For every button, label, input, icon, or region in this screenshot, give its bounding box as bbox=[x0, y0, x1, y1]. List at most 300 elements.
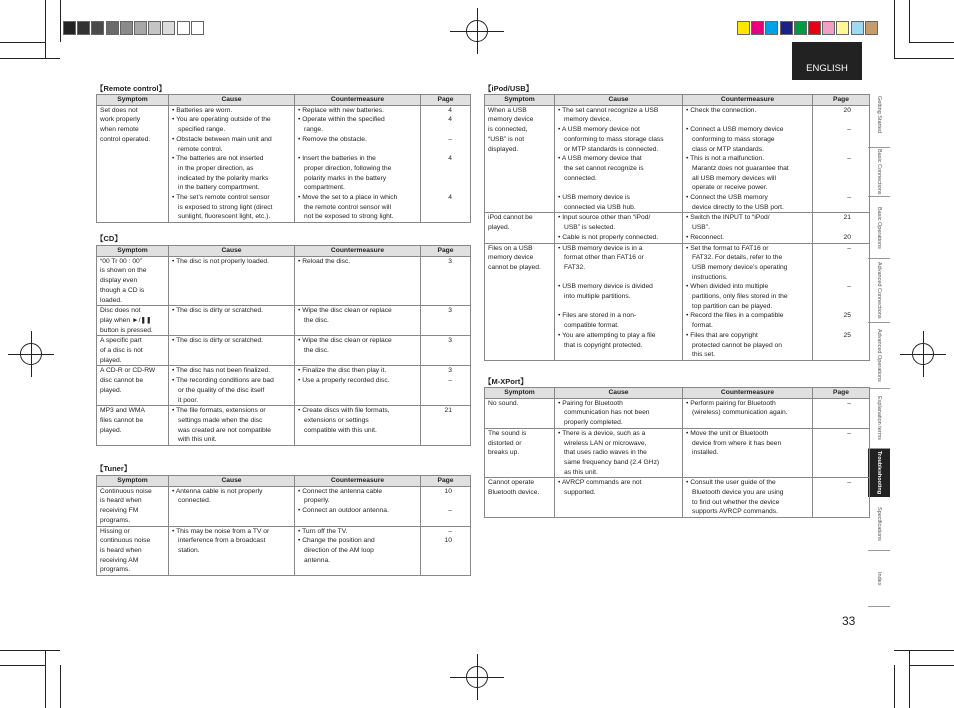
section-title-tuner: 【Tuner】 bbox=[96, 464, 132, 473]
cell-cause bbox=[555, 428, 683, 478]
symptom-line: play when ►/❚❚ bbox=[100, 316, 152, 324]
countermeasure-line: • Record the files in a compatible bbox=[686, 312, 784, 320]
page-line: 4 bbox=[448, 155, 452, 163]
page-number: 33 bbox=[842, 614, 856, 628]
countermeasure-line: USB”. bbox=[692, 224, 710, 232]
symptom-line: iPod cannot be bbox=[488, 214, 533, 222]
page-line bbox=[816, 273, 851, 283]
countermeasure-line: compartment. bbox=[304, 184, 345, 192]
cell-countermeasure bbox=[295, 306, 421, 336]
symptom-line: work properly bbox=[100, 116, 141, 124]
cause-line: specified range. bbox=[178, 126, 226, 134]
page-line: 25 bbox=[843, 331, 851, 339]
symptom-line: Set does not bbox=[100, 106, 138, 114]
countermeasure-line: the disc. bbox=[304, 316, 329, 324]
cause-line: in the battery compartment. bbox=[178, 184, 260, 192]
cell-cause bbox=[169, 256, 295, 306]
countermeasure-line: • Wipe the disc clean or replace bbox=[298, 337, 392, 345]
gray-swatch bbox=[134, 21, 147, 35]
countermeasure-line: • Move the set to a place in which bbox=[298, 194, 398, 202]
side-tab-label: Basic Connections bbox=[876, 149, 882, 195]
table-row bbox=[485, 398, 870, 428]
page-line: 4 bbox=[448, 106, 452, 114]
countermeasure-line: proper direction, following the bbox=[304, 164, 392, 172]
cell-symptom bbox=[485, 398, 555, 428]
table-row bbox=[97, 406, 471, 446]
cell-page bbox=[813, 243, 870, 360]
cell-page bbox=[421, 336, 471, 366]
cell-page bbox=[421, 306, 471, 336]
cause-line: • Batteries are worn. bbox=[172, 106, 233, 114]
page-line bbox=[816, 164, 851, 174]
countermeasure-line: protected cannot be played on bbox=[692, 341, 782, 349]
crop-mark bbox=[894, 58, 954, 59]
cell-countermeasure bbox=[683, 105, 813, 213]
page-line: 20 bbox=[843, 106, 851, 114]
header-symptom: Symptom bbox=[97, 95, 169, 106]
cause-line: supported. bbox=[564, 489, 596, 497]
header-countermeasure: Countermeasure bbox=[295, 95, 421, 106]
countermeasure-line: Marantz does not guarantee that bbox=[692, 164, 789, 172]
page-line: – bbox=[448, 527, 452, 535]
cell-countermeasure bbox=[683, 243, 813, 360]
side-tab-basic-operations[interactable] bbox=[868, 197, 890, 259]
crop-mark bbox=[477, 8, 478, 54]
countermeasure-line: • Connect the USB memory bbox=[686, 194, 768, 202]
cause-line: with this unit. bbox=[178, 436, 217, 444]
table-row bbox=[97, 306, 471, 336]
countermeasure-line: partitions, only files stored in the bbox=[692, 293, 788, 301]
crop-mark bbox=[0, 42, 45, 43]
page-line: – bbox=[847, 244, 851, 252]
side-tab-label: Advanced Connections bbox=[876, 262, 882, 319]
cell-countermeasure bbox=[295, 366, 421, 406]
countermeasure-line: • Replace with new batteries. bbox=[298, 106, 384, 114]
countermeasure-line: • Connect a USB memory device bbox=[686, 126, 784, 134]
cause-line: station. bbox=[178, 546, 200, 554]
countermeasure-line: • Create discs with file formats, bbox=[298, 407, 390, 415]
countermeasure-line: • Wipe the disc clean or replace bbox=[298, 307, 392, 315]
symptom-line: is connected, bbox=[488, 126, 528, 134]
cause-line: conforming to mass storage class bbox=[564, 135, 664, 143]
symptom-line: is heard when bbox=[100, 546, 142, 554]
side-tab-specifications[interactable] bbox=[868, 497, 890, 551]
table-row bbox=[97, 486, 471, 526]
cause-line bbox=[558, 350, 679, 360]
symptom-line: though a CD is bbox=[100, 286, 145, 294]
cause-line: • The batteries are not inserted bbox=[172, 155, 264, 163]
countermeasure-line: • Finalize the disc then play it. bbox=[298, 367, 387, 375]
cell-cause bbox=[555, 398, 683, 428]
symptom-line: breaks up. bbox=[488, 449, 520, 457]
page-line: 10 bbox=[444, 537, 452, 545]
countermeasure-line: polarity marks in the battery bbox=[304, 174, 387, 182]
language-tab: ENGLISH bbox=[792, 42, 862, 80]
countermeasure-line: • Reconnect. bbox=[686, 233, 725, 241]
cause-line: • The set’s remote control sensor bbox=[172, 194, 270, 202]
cell-cause bbox=[169, 366, 295, 406]
countermeasure-line: • Check the connection. bbox=[686, 106, 757, 114]
cause-line: • Antenna cable is not properly bbox=[172, 487, 263, 495]
header-cause: Cause bbox=[555, 95, 683, 106]
countermeasure-line: properly. bbox=[304, 497, 330, 505]
header-page: Page bbox=[813, 95, 870, 106]
cause-line: same frequency band (2.4 GHz) bbox=[564, 458, 660, 466]
countermeasure-line bbox=[686, 115, 809, 125]
crop-mark bbox=[894, 665, 895, 708]
cause-line: is exposed to strong light (direct bbox=[178, 203, 273, 211]
header-countermeasure: Countermeasure bbox=[683, 388, 813, 399]
crop-mark bbox=[31, 331, 32, 377]
page-line bbox=[816, 263, 851, 273]
cause-line: as this unit. bbox=[564, 468, 598, 476]
header-cause: Cause bbox=[555, 388, 683, 399]
cause-line: that is copyright protected. bbox=[564, 341, 643, 349]
color-swatch bbox=[865, 21, 878, 35]
symptom-line: memory device bbox=[488, 116, 534, 124]
countermeasure-line: supports AVRCP commands. bbox=[692, 508, 778, 516]
gray-swatch bbox=[63, 21, 76, 35]
header-symptom: Symptom bbox=[485, 388, 555, 399]
symptom-line: memory device bbox=[488, 254, 534, 262]
symptom-line: played. bbox=[100, 426, 122, 434]
header-symptom: Symptom bbox=[97, 476, 169, 487]
cell-cause bbox=[555, 478, 683, 518]
side-tab-getting-started[interactable] bbox=[868, 82, 890, 148]
table-row bbox=[97, 526, 471, 576]
page-line bbox=[424, 203, 452, 213]
side-tab-basic-connections[interactable] bbox=[868, 148, 890, 197]
countermeasure-line: • Switch the INPUT to “iPod/ bbox=[686, 214, 770, 222]
side-tab-label: Explanation terms bbox=[876, 396, 882, 441]
cause-line: interference from a broadcast bbox=[178, 537, 266, 545]
color-swatch bbox=[751, 21, 764, 35]
table-tuner bbox=[96, 475, 471, 576]
side-tab-label: Basic Operations bbox=[876, 206, 882, 249]
cell-symptom bbox=[485, 428, 555, 478]
cause-line: the set cannot recognize is bbox=[564, 164, 644, 172]
cell-page bbox=[813, 478, 870, 518]
page-line: – bbox=[847, 155, 851, 163]
countermeasure-line: format. bbox=[692, 322, 713, 330]
page-line: 3 bbox=[448, 307, 452, 315]
cell-symptom bbox=[485, 213, 555, 243]
page-line bbox=[424, 145, 452, 155]
cause-line: • A USB memory device that bbox=[558, 155, 642, 163]
page-line bbox=[816, 183, 851, 193]
crop-mark bbox=[909, 42, 954, 43]
crop-mark bbox=[477, 654, 478, 700]
cell-countermeasure bbox=[683, 398, 813, 428]
symptom-line: control operated. bbox=[100, 135, 151, 143]
table-row bbox=[485, 105, 870, 213]
countermeasure-line: • Change the position and bbox=[298, 537, 375, 545]
symptom-line: played. bbox=[100, 386, 122, 394]
crop-mark bbox=[909, 0, 910, 42]
cell-cause bbox=[555, 213, 683, 243]
side-tab-troubleshooting[interactable] bbox=[868, 449, 890, 497]
countermeasure-line: compatible with this unit. bbox=[304, 426, 377, 434]
cell-cause bbox=[555, 243, 683, 360]
symptom-line: played. bbox=[100, 356, 122, 364]
symptom-line: Files on a USB bbox=[488, 244, 533, 252]
gray-swatch bbox=[177, 21, 190, 35]
countermeasure-line: • Connect the antenna cable bbox=[298, 487, 383, 495]
countermeasure-line: • Move the unit or Bluetooth bbox=[686, 429, 769, 437]
cell-countermeasure bbox=[295, 336, 421, 366]
countermeasure-line: operate or receive power. bbox=[692, 184, 768, 192]
table-row bbox=[485, 428, 870, 478]
cause-line: or the quality of the disc itself bbox=[178, 386, 265, 394]
symptom-line: receiving FM bbox=[100, 507, 139, 515]
page-line: 3 bbox=[448, 367, 452, 375]
color-swatch bbox=[836, 21, 849, 35]
cell-countermeasure bbox=[683, 213, 813, 243]
countermeasure-line: • Set the format to FAT16 or bbox=[686, 244, 769, 252]
page-line bbox=[816, 115, 851, 125]
page-line: 20 bbox=[843, 233, 851, 241]
cause-line bbox=[558, 302, 679, 312]
cause-line: indicated by the polarity marks bbox=[178, 174, 269, 182]
header-cause: Cause bbox=[169, 246, 295, 257]
cause-line: was created are not compatible bbox=[178, 426, 271, 434]
crop-mark bbox=[894, 0, 895, 58]
side-tab-label: Specifications bbox=[876, 506, 882, 541]
cause-line: • USB memory device is bbox=[558, 194, 630, 202]
header-page: Page bbox=[813, 388, 870, 399]
symptom-line: button is pressed. bbox=[100, 326, 153, 334]
cause-line: connected via USB hub. bbox=[564, 203, 636, 211]
cell-cause bbox=[169, 306, 295, 336]
cause-line: FAT32. bbox=[564, 263, 586, 271]
page-line: – bbox=[847, 126, 851, 134]
page-line bbox=[424, 496, 452, 506]
page-line bbox=[424, 164, 452, 174]
cell-countermeasure bbox=[683, 428, 813, 478]
page-line bbox=[424, 174, 452, 184]
cause-line: format other than FAT16 or bbox=[564, 254, 644, 262]
symptom-line: When a USB bbox=[488, 106, 527, 114]
header-symptom: Symptom bbox=[485, 95, 555, 106]
page-line: 3 bbox=[448, 337, 452, 345]
cell-cause bbox=[555, 105, 683, 213]
countermeasure-line: range. bbox=[304, 126, 323, 134]
cell-page bbox=[421, 105, 471, 222]
gray-swatch bbox=[77, 21, 90, 35]
countermeasure-line: the remote control sensor will bbox=[304, 203, 391, 211]
cause-line: or MTP standards is connected. bbox=[564, 145, 659, 153]
cell-symptom bbox=[97, 105, 169, 222]
cell-symptom bbox=[97, 336, 169, 366]
crop-mark bbox=[909, 665, 954, 666]
cause-line: • Pairing for Bluetooth bbox=[558, 399, 623, 407]
header-page: Page bbox=[421, 95, 471, 106]
countermeasure-line: antenna. bbox=[304, 556, 331, 564]
page-line: – bbox=[847, 429, 851, 437]
symptom-line: is shown on the bbox=[100, 267, 147, 275]
countermeasure-line: extensions or settings bbox=[304, 416, 369, 424]
page-line bbox=[424, 183, 452, 193]
crop-mark bbox=[894, 650, 954, 651]
page-line: 25 bbox=[843, 312, 851, 320]
header-cause: Cause bbox=[169, 476, 295, 487]
cause-line: • Input source other than “iPod/ bbox=[558, 214, 651, 222]
symptom-line: disc cannot be bbox=[100, 377, 144, 385]
cell-page bbox=[421, 256, 471, 306]
page-line bbox=[816, 302, 851, 312]
countermeasure-line: • Reload the disc. bbox=[298, 257, 351, 265]
page-line: – bbox=[847, 399, 851, 407]
countermeasure-line: device from where it has been bbox=[692, 439, 782, 447]
symptom-line: No sound. bbox=[488, 399, 519, 407]
cause-line: that uses radio waves in the bbox=[564, 449, 647, 457]
page-line bbox=[816, 203, 851, 213]
symptom-line: Continuous noise bbox=[100, 487, 152, 495]
table-row bbox=[97, 256, 471, 306]
symptom-line: Disc does not bbox=[100, 307, 141, 315]
cell-page bbox=[421, 486, 471, 526]
countermeasure-line: • Remove the obstacle. bbox=[298, 135, 367, 143]
header-countermeasure: Countermeasure bbox=[295, 476, 421, 487]
symptom-line: A CD-R or CD-RW bbox=[100, 367, 156, 375]
header-symptom: Symptom bbox=[97, 246, 169, 257]
page-line bbox=[816, 174, 851, 184]
page-line: – bbox=[448, 507, 452, 515]
cell-countermeasure bbox=[295, 526, 421, 576]
cell-cause bbox=[169, 336, 295, 366]
symptom-line: files cannot be bbox=[100, 416, 144, 424]
page-line: 4 bbox=[448, 194, 452, 202]
side-tab-label: Getting Started bbox=[876, 96, 882, 133]
crop-mark bbox=[60, 665, 61, 708]
page-line: – bbox=[847, 479, 851, 487]
cell-countermeasure bbox=[295, 105, 421, 222]
header-countermeasure: Countermeasure bbox=[295, 246, 421, 257]
table-row bbox=[485, 213, 870, 243]
side-tab-advanced-operations[interactable] bbox=[868, 323, 890, 389]
cause-line: settings made when the disc bbox=[178, 416, 263, 424]
symptom-line: Cannot operate bbox=[488, 479, 535, 487]
countermeasure-line: • Perform pairing for Bluetooth bbox=[686, 399, 776, 407]
cell-page bbox=[813, 428, 870, 478]
countermeasure-line: conforming to mass storage bbox=[692, 135, 775, 143]
crop-mark bbox=[45, 0, 46, 58]
symptom-line: when remote bbox=[100, 126, 139, 134]
crop-mark bbox=[0, 58, 60, 59]
side-tab-index[interactable] bbox=[868, 551, 890, 607]
header-page: Page bbox=[421, 246, 471, 257]
cause-line bbox=[558, 183, 679, 193]
cell-symptom bbox=[485, 478, 555, 518]
countermeasure-line: • Insert the batteries in the bbox=[298, 155, 376, 163]
cell-cause bbox=[169, 486, 295, 526]
cell-symptom bbox=[485, 243, 555, 360]
symptom-line: MP3 and WMA bbox=[100, 407, 145, 415]
countermeasure-line: all USB memory devices will bbox=[692, 174, 776, 182]
symptom-line: continuous noise bbox=[100, 537, 151, 545]
symptom-line: receiving AM bbox=[100, 556, 139, 564]
cell-symptom bbox=[97, 306, 169, 336]
cause-line: into multiple partitions. bbox=[564, 293, 631, 301]
countermeasure-line: FAT32. For details, refer to the bbox=[692, 254, 783, 262]
cell-countermeasure bbox=[683, 478, 813, 518]
page-line bbox=[816, 341, 851, 351]
countermeasure-line: top partition can be played. bbox=[692, 302, 773, 310]
color-swatch bbox=[780, 21, 793, 35]
side-tab-advanced-connections[interactable] bbox=[868, 259, 890, 323]
countermeasure-line: Bluetooth device you are using bbox=[692, 489, 784, 497]
table-cd bbox=[96, 245, 471, 446]
cause-line: properly completed. bbox=[564, 419, 623, 427]
cell-page bbox=[813, 398, 870, 428]
page-line bbox=[816, 223, 851, 233]
countermeasure-line: direction of the AM loop bbox=[304, 546, 374, 554]
cell-cause bbox=[169, 526, 295, 576]
symptom-line: of a disc is not bbox=[100, 347, 143, 355]
cause-line: • USB memory device is divided bbox=[558, 283, 653, 291]
cause-line: connected. bbox=[178, 497, 211, 505]
cause-line: • USB memory device is in a bbox=[558, 244, 643, 252]
gray-swatch bbox=[162, 21, 175, 35]
section-title-cd: 【CD】 bbox=[96, 234, 122, 243]
page-line: 21 bbox=[843, 214, 851, 222]
cause-line: • Files are stored in a non- bbox=[558, 312, 637, 320]
cause-line: • You are operating outside of the bbox=[172, 116, 271, 124]
side-tab-label: Index bbox=[876, 571, 882, 586]
countermeasure-line: class or MTP standards. bbox=[692, 145, 764, 153]
cell-countermeasure bbox=[295, 486, 421, 526]
section-title-mxport: 【M-XPort】 bbox=[484, 377, 528, 386]
table-mxport bbox=[484, 387, 870, 518]
side-tab-explanation-terms[interactable] bbox=[868, 389, 890, 449]
table-row bbox=[485, 243, 870, 360]
page-line: – bbox=[448, 377, 452, 385]
cell-symptom bbox=[97, 486, 169, 526]
color-swatch bbox=[851, 21, 864, 35]
countermeasure-line: • Operate within the specified bbox=[298, 116, 385, 124]
symptom-line: is heard when bbox=[100, 497, 142, 505]
cause-line: compatible format. bbox=[564, 322, 620, 330]
color-swatch bbox=[765, 21, 778, 35]
countermeasure-line: USB memory device’s operating bbox=[692, 263, 788, 271]
cause-line: • The set cannot recognize a USB bbox=[558, 106, 659, 114]
side-tab-label: Advanced Operations bbox=[876, 329, 882, 382]
cause-line: • The file formats, extensions or bbox=[172, 407, 266, 415]
header-countermeasure: Countermeasure bbox=[683, 95, 813, 106]
symptom-line: display even bbox=[100, 277, 138, 285]
page-line: 10 bbox=[444, 487, 452, 495]
symptom-line: loaded. bbox=[100, 296, 122, 304]
cause-line: • You are attempting to play a file bbox=[558, 331, 656, 339]
header-cause: Cause bbox=[169, 95, 295, 106]
cell-symptom bbox=[97, 406, 169, 446]
cause-line: USB” is selected. bbox=[564, 224, 616, 232]
page-line bbox=[816, 135, 851, 145]
page-line bbox=[816, 292, 851, 302]
cell-page bbox=[421, 526, 471, 576]
countermeasure-line: • When divided into multiple bbox=[686, 283, 769, 291]
gray-swatch bbox=[191, 21, 204, 35]
cause-line: communication has not been bbox=[564, 409, 650, 417]
symptom-line: Hissing or bbox=[100, 527, 130, 535]
page-line bbox=[424, 212, 452, 222]
cause-line: • Cable is not properly connected. bbox=[558, 233, 659, 241]
countermeasure-line: this set. bbox=[692, 351, 716, 359]
cell-cause bbox=[169, 105, 295, 222]
countermeasure-line: • Files that are copyright bbox=[686, 331, 758, 339]
table-ipod bbox=[484, 94, 870, 361]
cell-cause bbox=[169, 406, 295, 446]
